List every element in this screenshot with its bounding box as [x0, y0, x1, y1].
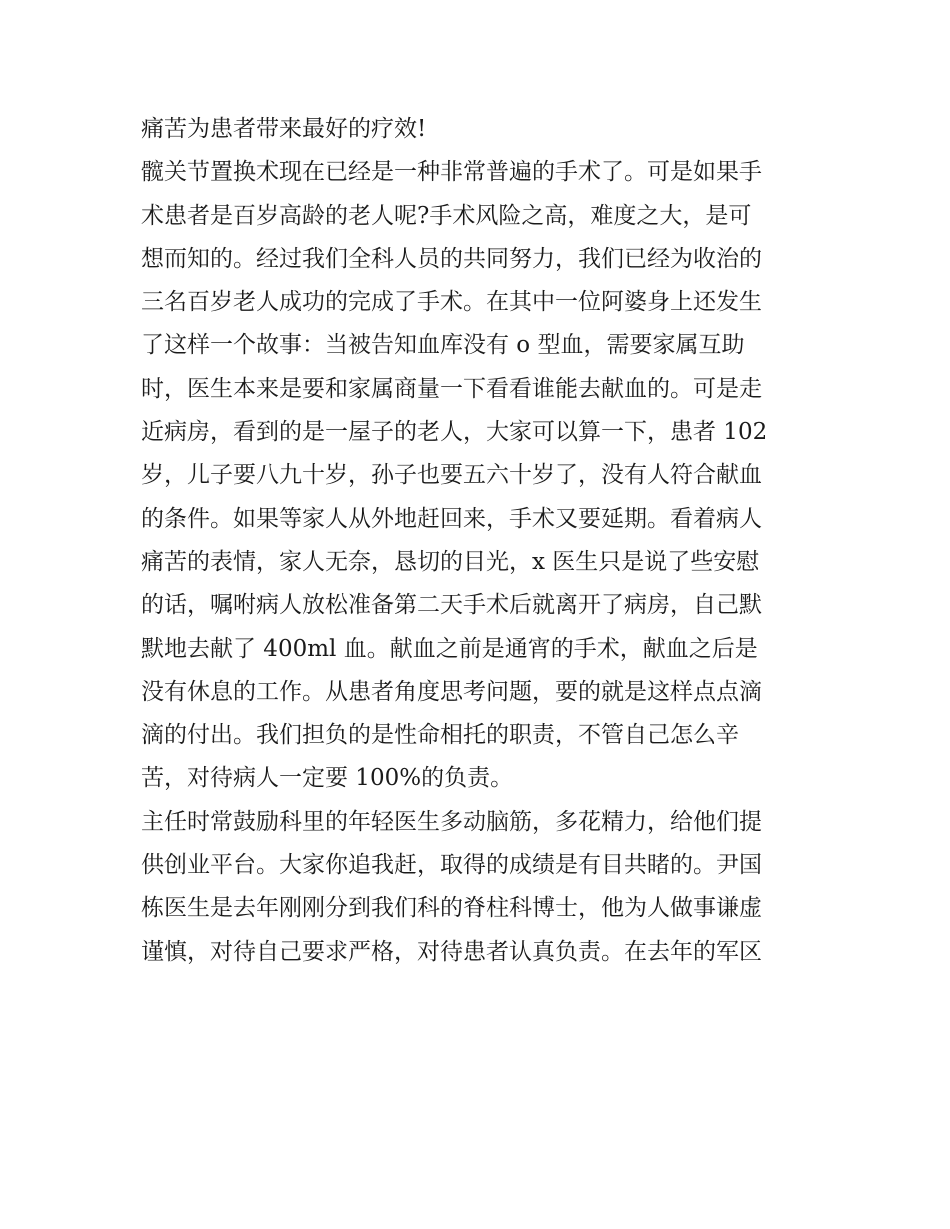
text-line: 默地去献了 400ml 血。献血之前是通宵的手术，献血之后是	[141, 635, 758, 662]
text-line: 供创业平台。大家你追我赶，取得的成绩是有目共睹的。尹国	[141, 852, 762, 879]
text-line: 时，医生本来是要和家属商量一下看看谁能去献血的。可是走	[141, 375, 762, 402]
text-line: 术患者是百岁高龄的老人呢?手术风险之高，难度之大，是可	[141, 202, 752, 229]
text-line: 髋关节置换术现在已经是一种非常普遍的手术了。可是如果手	[141, 159, 762, 186]
text-line: 想而知的。经过我们全科人员的共同努力，我们已经为收治的	[141, 245, 762, 272]
text-line: 近病房，看到的是一屋子的老人，大家可以算一下，患者 102	[141, 419, 768, 446]
text-line: 岁，儿子要八九十岁，孙子也要五六十岁了，没有人符合献血	[141, 462, 762, 489]
body-text	[141, 108, 821, 974]
text-line: 的条件。如果等家人从外地赶回来，手术又要延期。看着病人	[141, 505, 762, 532]
text-line: 三名百岁老人成功的完成了手术。在其中一位阿婆身上还发生	[141, 289, 762, 316]
text-line: 主任时常鼓励科里的年轻医生多动脑筋，多花精力，给他们提	[141, 808, 762, 835]
text-line: 痛苦为患者带来最好的疗效!	[141, 116, 427, 142]
text-line: 的话，嘱咐病人放松准备第二天手术后就离开了病房，自己默	[141, 592, 762, 619]
text-line: 了这样一个故事：当被告知血库没有 o 型血，需要家属互助	[141, 332, 745, 359]
text-line: 苦，对待病人一定要 100%的负责。	[141, 765, 514, 792]
text-line: 痛苦的表情，家人无奈，恳切的目光，x 医生只是说了些安慰	[141, 548, 760, 575]
text-line: 滴的付出。我们担负的是性命相托的职责，不管自己怎么辛	[141, 722, 739, 749]
text-line: 谨慎，对待自己要求严格，对待患者认真负责。在去年的军区	[141, 938, 762, 965]
text-line: 没有休息的工作。从患者角度思考问题，要的就是这样点点滴	[141, 678, 762, 705]
text-line: 栋医生是去年刚刚分到我们科的脊柱科博士，他为人做事谦虚	[141, 895, 762, 922]
